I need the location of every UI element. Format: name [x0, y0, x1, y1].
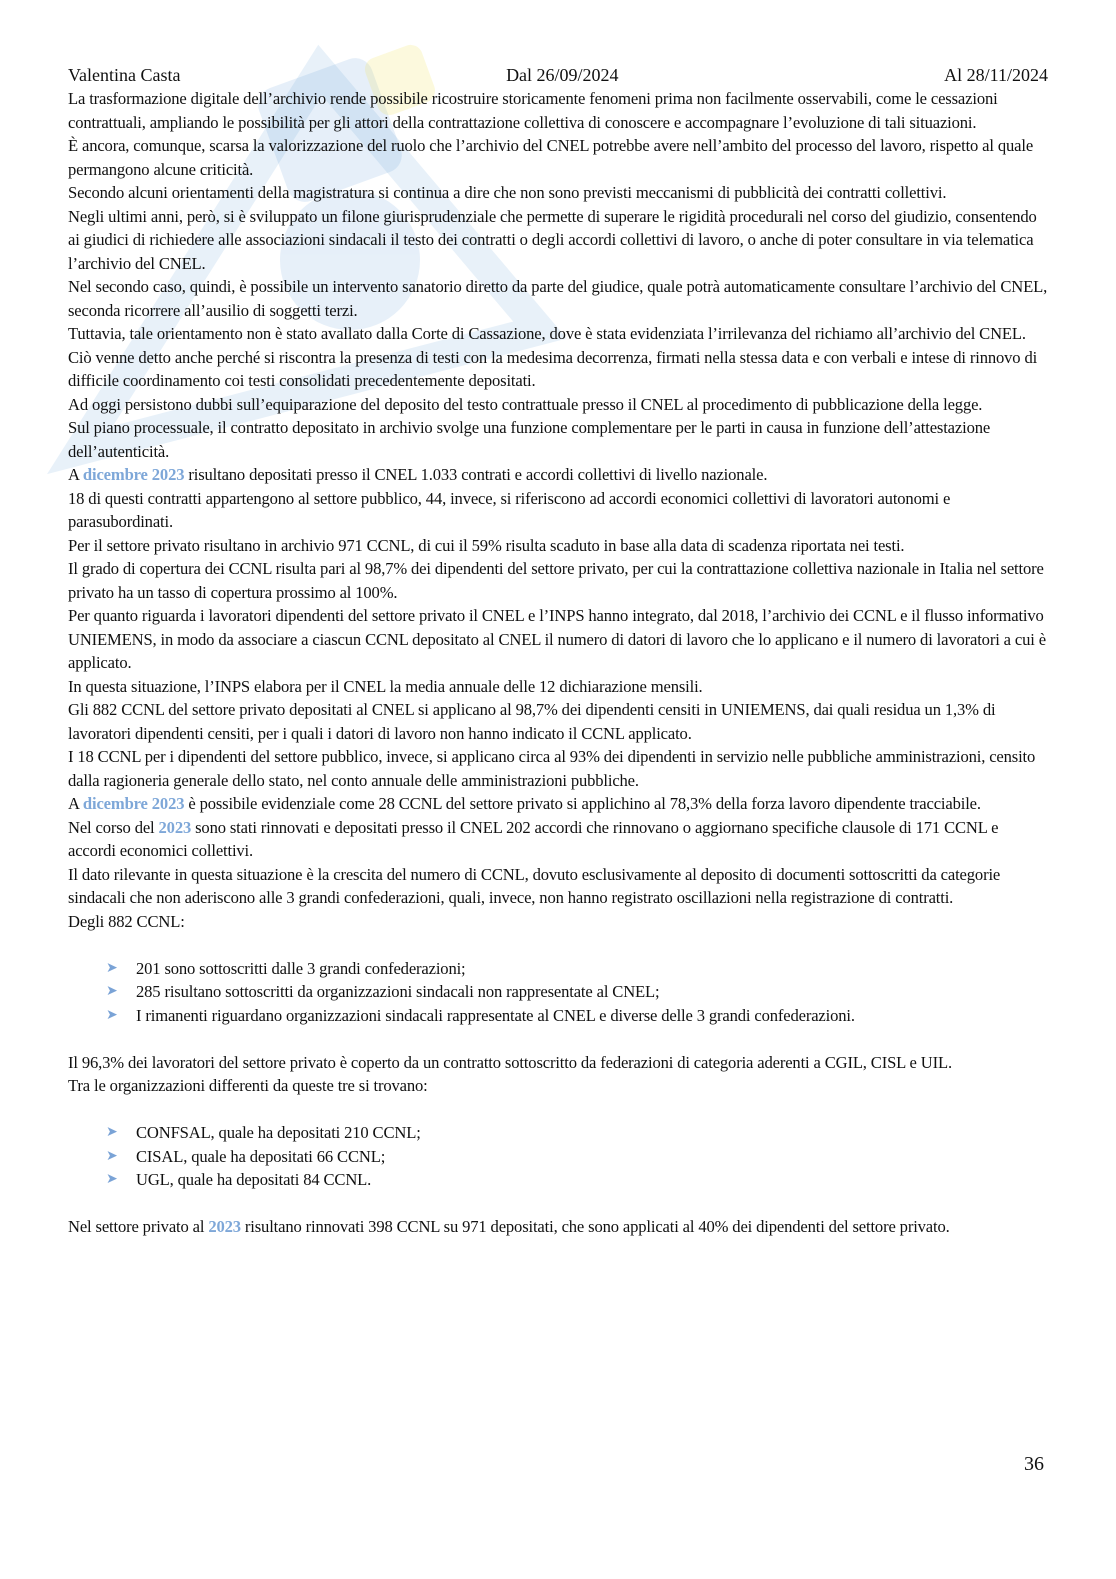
paragraph: Il dato rilevante in questa situazione è la crescita del numero di CCNL, dovuto esclusivamente al deposito di documenti sottoscritti da categorie sindacali che non aderiscono alle 3 grandi confederazioni, quali, invece, non hanno registrato oscillazioni nella registrazione di contratti. [68, 864, 1001, 907]
ccnl-breakdown-list [68, 957, 1048, 1028]
list-item-text: I rimanenti riguardano organizzazioni sindacali rappresentate al CNEL e diverse delle 3 grandi confederazioni. [136, 1005, 855, 1025]
list-item-text: CONFSAL, quale ha depositati 210 CCNL; [136, 1123, 421, 1142]
paragraph: In questa situazione, l’INPS elabora per il CNEL la media annuale delle 12 dichiarazione mensili. [68, 676, 703, 696]
text-segment: sono stati rinnovati e depositati presso il CNEL 202 accordi che rinnovano o aggiornano specifiche clausole di 171 CCNL e accordi economici collettivi. [68, 817, 999, 860]
highlight-year[interactable]: 2023 [208, 1217, 241, 1236]
paragraph: Gli 882 CCNL del settore privato depositati al CNEL si applicano al 98,7% dei dipendenti censiti in UNIEMENS, dai quali residua un 1,3% di lavoratori dipendenti censiti, per i quali i datori di lavoro non hanno indicato il CCNL applicato. [68, 700, 996, 743]
paragraph: Degli 882 CCNL: [68, 911, 185, 931]
header-date-to: Al 28/11/2024 [944, 65, 1048, 85]
paragraph: È ancora, comunque, scarsa la valorizzazione del ruolo che l’archivio del CNEL potrebbe avere nell’ambito del processo del lavoro, rispetto al quale permangono alcune criticità. [68, 136, 1034, 179]
list-item-text: CISAL, quale ha depositati 66 CCNL; [136, 1146, 386, 1166]
highlight-date[interactable]: dicembre 2023 [82, 465, 185, 484]
list-item-text: UGL, quale ha depositati 84 CCNL. [136, 1170, 372, 1189]
paragraph: 18 di questi contratti appartengono al settore pubblico, 44, invece, si riferiscono ad accordi economici collettivi di lavoratori autonomi e parasubordinati. [68, 488, 951, 531]
page-header [68, 64, 1048, 87]
paragraph [68, 1215, 1048, 1239]
text-segment: risultano rinnovati 398 CCNL su 971 depositati, che sono applicati al 40% dei dipendenti del settore privato. [240, 1217, 950, 1236]
list-item [106, 980, 1048, 1004]
organizations-list [68, 1121, 1048, 1192]
text-segment: A [68, 794, 83, 813]
list-item-text: 201 sono sottoscritti dalle 3 grandi confederazioni; [136, 958, 466, 978]
spacer [68, 933, 1048, 957]
highlight-year[interactable]: 2023 [158, 817, 192, 837]
paragraph: Tra le organizzazioni differenti da queste tre si trovano: [68, 1076, 428, 1095]
paragraph: I 18 CCNL per i dipendenti del settore pubblico, invece, si applicano circa al 93% dei dipendenti in servizio nelle pubbliche amministrazioni, censito dalla ragioneria generale dello stato, nel conto annuale delle amministrazioni pubbliche. [68, 747, 1036, 790]
arrow-bullet-icon: ➤ [106, 1125, 118, 1140]
header-author: Valentina Casta [68, 65, 181, 85]
paragraph: Tuttavia, tale orientamento non è stato avallato dalla Corte di Cassazione, dove è stata evidenziata l’irrilevanza del richiamo all’archivio del CNEL. [68, 324, 1026, 343]
text-segment: Nel corso del [68, 817, 159, 837]
arrow-bullet-icon: ➤ [106, 960, 118, 976]
arrow-bullet-icon: ➤ [106, 1007, 118, 1023]
paragraph [68, 463, 1048, 487]
list-item [106, 1121, 1048, 1145]
paragraph: Ad oggi persistono dubbi sull’equiparazione del deposito del testo contrattuale presso il CNEL al procedimento di pubblicazione della legge. [68, 394, 983, 414]
text-segment: Nel settore privato al [68, 1217, 209, 1236]
spacer [68, 1192, 1048, 1216]
highlight-date[interactable]: dicembre 2023 [82, 794, 185, 813]
arrow-bullet-icon: ➤ [106, 1148, 118, 1164]
page-number: 36 [1024, 1453, 1044, 1475]
paragraph: Il 96,3% dei lavoratori del settore privato è coperto da un contratto sottoscritto da federazioni di categoria aderenti a CGIL, CISL e UIL. [68, 1052, 952, 1072]
paragraph: Negli ultimi anni, però, si è sviluppato un filone giurisprudenziale che permette di superare le rigidità procedurali nel corso del giudizio, consentendo ai giudici di richiedere alle associazioni sindacali il testo dei contratti o degli accordi collettivi di lavoro, o anche di poter consultare in via telematica l’archivio del CNEL. [68, 206, 1037, 273]
body-text [68, 87, 1048, 1239]
list-item [106, 957, 1048, 981]
paragraph: Secondo alcuni orientamenti della magistratura si continua a dire che non sono previsti meccanismi di pubblicità dei contratti collettivi. [68, 183, 947, 202]
list-item-text: 285 risultano sottoscritti da organizzazioni sindacali non rappresentate al CNEL; [136, 982, 660, 1001]
list-item [106, 1004, 1048, 1028]
paragraph: Sul piano processuale, il contratto depositato in archivio svolge una funzione complementare per le parti in causa in funzione dell’attestazione dell’autenticità. [68, 418, 991, 461]
paragraph: Per quanto riguarda i lavoratori dipendenti del settore privato il CNEL e l’INPS hanno integrato, dal 2018, l’archivio dei CCNL e il flusso informativo UNIEMENS, in modo da associare a ciascun CCNL depositato al CNEL il numero di datori di lavoro che lo applicano e il numero di lavoratori a cui è applicato. [68, 606, 1046, 672]
page-content [68, 64, 1048, 1239]
spacer [68, 1098, 1048, 1122]
paragraph: Nel secondo caso, quindi, è possibile un intervento sanatorio diretto da parte del giudice, quale potrà automaticamente consultare l’archivio del CNEL, seconda ricorrere all’ausilio di soggetti terzi. [68, 277, 1048, 320]
paragraph: La trasformazione digitale dell’archivio rende possibile ricostruire storicamente fenomeni prima non facilmente osservabili, come le cessazioni contrattuali, ampliando le possibilità per gli attori della contrattazione collettiva di conoscere e accompagnare l’evoluzione di tali situazioni. [68, 89, 998, 132]
spacer [68, 1027, 1048, 1051]
list-item [106, 1145, 1048, 1169]
text-segment: A [68, 465, 83, 484]
list-item [106, 1168, 1048, 1192]
paragraph [68, 792, 1048, 816]
paragraph [68, 816, 1048, 863]
text-segment: risultano depositati presso il CNEL 1.033 contrati e accordi collettivi di livello nazionale. [184, 465, 768, 484]
arrow-bullet-icon: ➤ [106, 1172, 118, 1187]
arrow-bullet-icon: ➤ [106, 984, 118, 999]
paragraph: Il grado di copertura dei CCNL risulta pari al 98,7% dei dipendenti del settore privato, per cui la contrattazione collettiva nazionale in Italia nel settore privato ha un tasso di copertura prossimo al 100%. [68, 559, 1044, 602]
paragraph: Ciò venne detto anche perché si riscontra la presenza di testi con la medesima decorrenza, firmati nella stessa data e con verbali e intese di rinnovo di difficile coordinamento coi testi consolidati precedentemente depositati. [68, 347, 1038, 390]
text-segment: è possibile evidenziale come 28 CCNL del settore privato si applichino al 78,3% della forza lavoro dipendente tracciabile. [184, 794, 981, 813]
header-date-from: Dal 26/09/2024 [506, 65, 619, 85]
paragraph: Per il settore privato risultano in archivio 971 CCNL, di cui il 59% risulta scaduto in base alla data di scadenza riportata nei testi. [68, 535, 905, 555]
